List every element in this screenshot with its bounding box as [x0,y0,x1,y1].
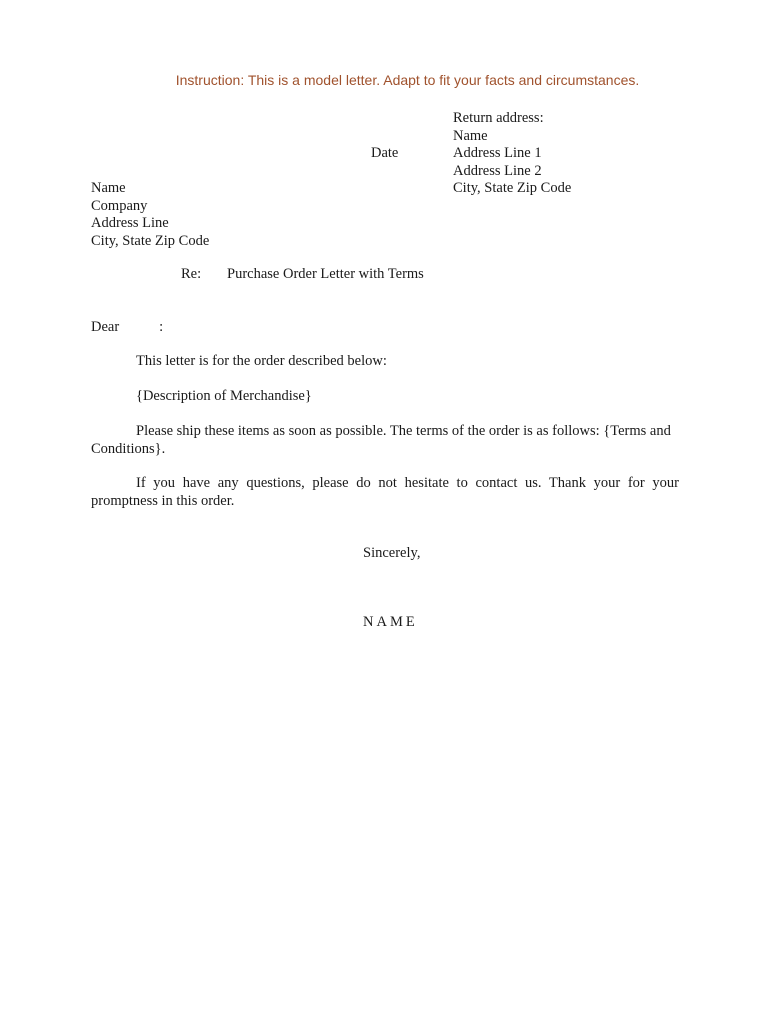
subject-line [181,266,424,283]
return-address-line2: Address Line 2 [453,162,542,179]
paragraph-order-intro: This letter is for the order described below: [136,353,387,369]
date-field: Date [371,145,399,161]
recipient-city-state-zip: City, State Zip Code [91,232,210,249]
return-address-name: Name [453,127,488,144]
closing: Sincerely, [363,545,421,561]
salutation-colon: : [159,319,164,335]
recipient-address-line: Address Line [91,215,169,231]
signature-name: NAME [363,614,418,630]
salutation-word: Dear [91,319,120,335]
paragraph-shipping-terms: Please ship these items as soon as possible. The terms of the order is as follows: {Terms and Conditions}. [91,423,671,457]
recipient-company: Company [91,197,148,214]
return-address-block [453,110,571,198]
return-address-city-state-zip: City, State Zip Code [453,180,572,196]
subject-text: Purchase Order Letter with Terms [227,266,424,282]
subject-label: Re: [181,266,202,282]
recipient-name: Name [91,180,126,196]
paragraph-merchandise: {Description of Merchandise} [136,388,312,404]
salutation [91,319,163,336]
instruction-note: Instruction: This is a model letter. Adapt to fit your facts and circumstances. [175,72,640,88]
paragraph-questions: If you have any questions, please do not hesitate to contact us. Thank your for your promptness in this order. [91,475,679,509]
return-address-line1: Address Line 1 [453,145,542,161]
return-address-heading: Return address: [453,110,544,126]
recipient-address-block [91,180,209,250]
